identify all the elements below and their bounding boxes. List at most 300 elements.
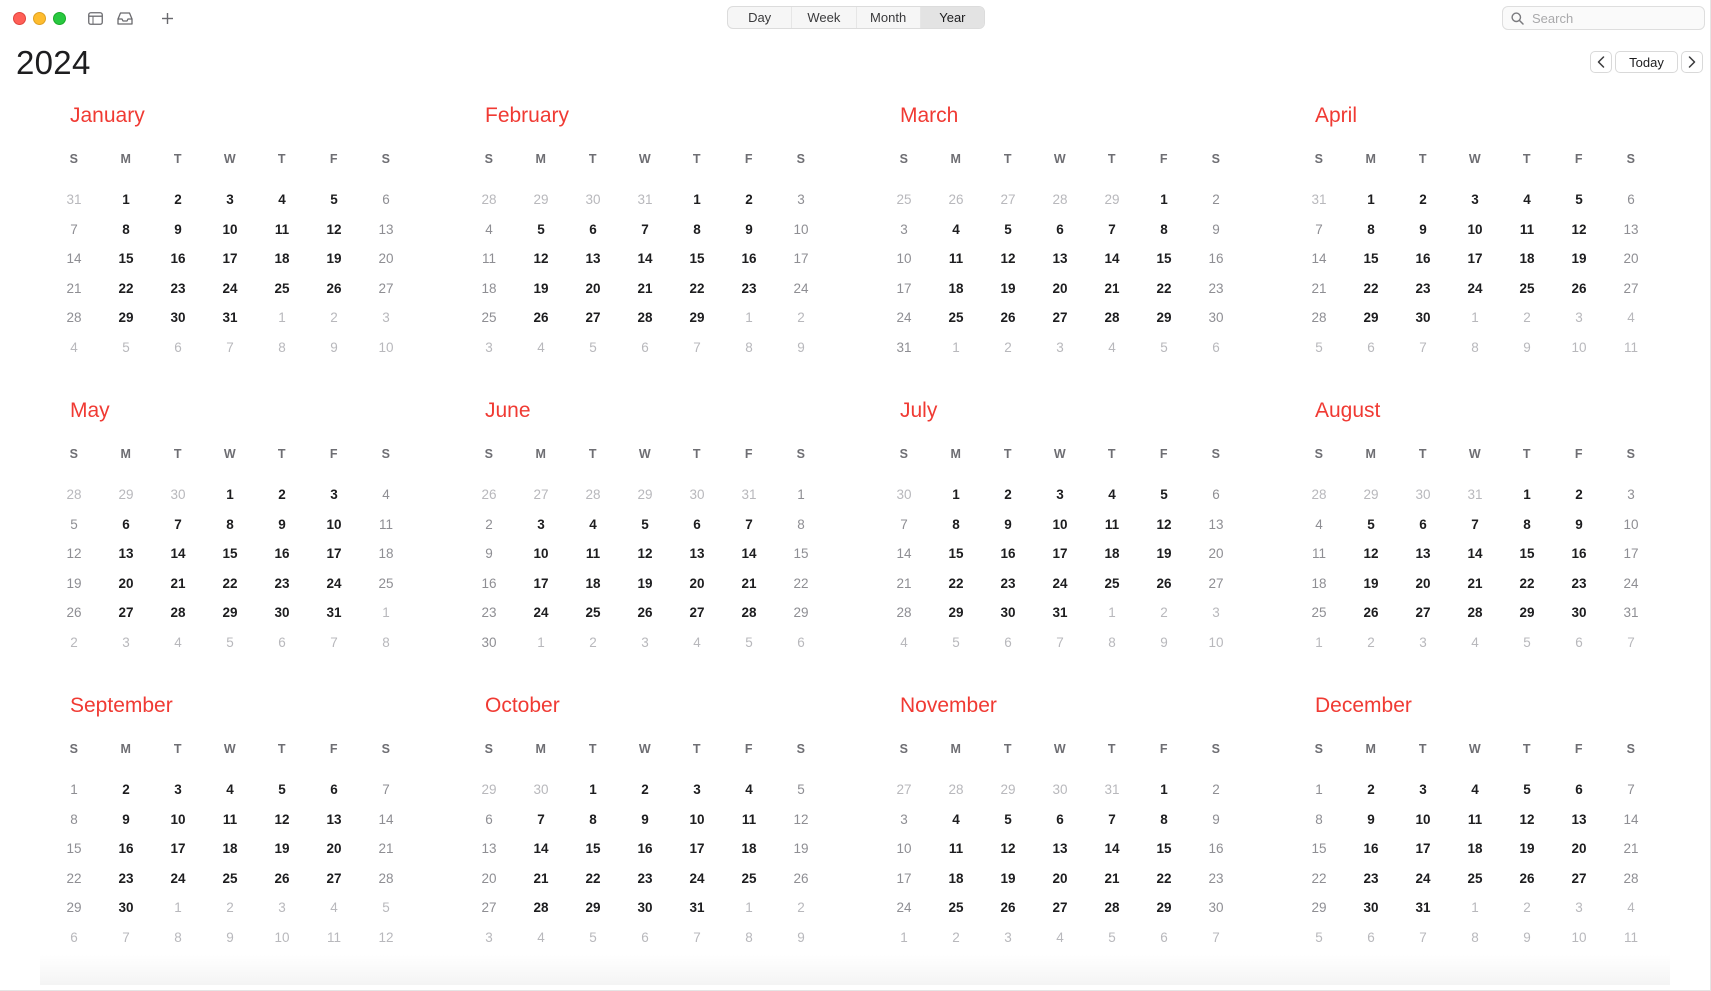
day-cell[interactable]: 21	[1623, 841, 1639, 856]
day-cell[interactable]: 28	[896, 605, 912, 620]
day-cell[interactable]: 1	[797, 487, 805, 502]
day-cell[interactable]: 24	[222, 280, 238, 296]
adjacent-month-day[interactable]: 5	[1160, 339, 1168, 355]
adjacent-month-day[interactable]: 12	[378, 929, 394, 945]
day-cell[interactable]: 2	[278, 487, 286, 502]
day-cell[interactable]: 1	[226, 487, 234, 502]
day-cell[interactable]: 2	[1575, 487, 1583, 502]
day-cell[interactable]: 3	[330, 487, 338, 502]
day-cell[interactable]: 6	[1056, 811, 1064, 827]
day-cell[interactable]: 16	[1208, 251, 1224, 266]
adjacent-month-day[interactable]: 4	[693, 634, 701, 650]
day-cell[interactable]: 14	[637, 251, 653, 266]
day-cell[interactable]: 1	[693, 192, 701, 207]
day-cell[interactable]: 5	[330, 192, 338, 207]
adjacent-month-day[interactable]: 3	[485, 339, 493, 355]
day-cell[interactable]: 13	[481, 841, 497, 856]
day-cell[interactable]: 10	[326, 516, 342, 532]
day-cell[interactable]: 4	[226, 782, 234, 797]
day-cell[interactable]: 10	[1415, 811, 1431, 827]
day-cell[interactable]: 23	[741, 280, 757, 296]
day-cell[interactable]: 28	[1467, 605, 1483, 620]
day-cell[interactable]: 24	[170, 870, 186, 886]
day-cell[interactable]: 15	[66, 841, 82, 856]
adjacent-month-day[interactable]: 4	[1108, 339, 1116, 355]
adjacent-month-day[interactable]: 7	[1419, 929, 1427, 945]
day-cell[interactable]: 6	[1212, 487, 1220, 502]
day-cell[interactable]: 22	[1156, 870, 1172, 886]
day-cell[interactable]: 13	[1571, 811, 1587, 827]
month-july[interactable]	[878, 395, 1242, 677]
adjacent-month-day[interactable]: 7	[1212, 929, 1220, 945]
adjacent-month-day[interactable]: 3	[1575, 900, 1583, 915]
adjacent-month-day[interactable]: 30	[585, 192, 601, 207]
day-cell[interactable]: 11	[1104, 516, 1120, 532]
today-button[interactable]: Today	[1615, 51, 1678, 73]
minimize-button[interactable]	[33, 12, 46, 25]
day-cell[interactable]: 3	[174, 782, 182, 797]
day-cell[interactable]: 21	[170, 575, 186, 591]
day-cell[interactable]: 7	[382, 782, 390, 797]
day-cell[interactable]: 30	[1000, 605, 1016, 620]
adjacent-month-day[interactable]: 5	[1315, 339, 1323, 355]
day-cell[interactable]: 8	[1160, 221, 1168, 237]
month-name[interactable]: August	[1315, 399, 1381, 422]
day-cell[interactable]: 7	[641, 221, 649, 237]
day-cell[interactable]: 15	[222, 546, 238, 561]
day-cell[interactable]: 25	[1104, 575, 1120, 591]
day-cell[interactable]: 21	[378, 841, 394, 856]
adjacent-month-day[interactable]: 4	[537, 339, 545, 355]
day-cell[interactable]: 27	[118, 605, 134, 620]
adjacent-month-day[interactable]: 28	[948, 782, 964, 797]
day-cell[interactable]: 4	[589, 516, 597, 532]
day-cell[interactable]: 17	[1467, 251, 1483, 266]
adjacent-month-day[interactable]: 7	[1627, 634, 1635, 650]
day-cell[interactable]: 20	[1052, 280, 1068, 296]
day-cell[interactable]: 1	[952, 487, 960, 502]
adjacent-month-day[interactable]: 8	[174, 929, 182, 945]
day-cell[interactable]: 20	[585, 280, 601, 296]
adjacent-month-day[interactable]: 4	[1471, 634, 1479, 650]
day-cell[interactable]: 3	[1471, 192, 1479, 207]
day-cell[interactable]: 12	[1000, 841, 1016, 856]
adjacent-month-day[interactable]: 4	[330, 900, 338, 915]
day-cell[interactable]: 16	[1415, 251, 1431, 266]
day-cell[interactable]: 3	[900, 221, 908, 237]
adjacent-month-day[interactable]: 2	[1523, 310, 1531, 325]
day-cell[interactable]: 24	[1623, 575, 1639, 591]
day-cell[interactable]: 11	[948, 841, 964, 856]
day-cell[interactable]: 9	[1419, 221, 1427, 237]
day-cell[interactable]: 8	[1523, 516, 1531, 532]
adjacent-month-day[interactable]: 5	[1108, 929, 1116, 945]
day-cell[interactable]: 3	[693, 782, 701, 797]
day-cell[interactable]: 11	[1519, 221, 1535, 237]
month-name[interactable]: June	[485, 399, 531, 422]
day-cell[interactable]: 6	[1575, 782, 1583, 797]
day-cell[interactable]: 3	[900, 811, 908, 827]
day-cell[interactable]: 18	[585, 575, 601, 591]
day-cell[interactable]: 28	[66, 310, 82, 325]
day-cell[interactable]: 12	[1571, 221, 1587, 237]
adjacent-month-day[interactable]: 7	[122, 929, 130, 945]
day-cell[interactable]: 15	[1519, 546, 1535, 561]
day-cell[interactable]: 19	[1000, 870, 1016, 886]
day-cell[interactable]: 19	[326, 251, 342, 266]
adjacent-month-day[interactable]: 1	[382, 605, 390, 620]
adjacent-month-day[interactable]: 29	[1104, 192, 1120, 207]
day-cell[interactable]: 5	[797, 782, 805, 797]
day-cell[interactable]: 1	[1523, 487, 1531, 502]
day-cell[interactable]: 11	[948, 251, 964, 266]
day-cell[interactable]: 20	[326, 841, 342, 856]
day-cell[interactable]: 29	[1311, 900, 1327, 915]
day-cell[interactable]: 20	[1208, 546, 1224, 561]
day-cell[interactable]: 16	[170, 251, 186, 266]
day-cell[interactable]: 22	[1519, 575, 1535, 591]
day-cell[interactable]: 12	[637, 546, 653, 561]
adjacent-month-day[interactable]: 4	[537, 929, 545, 945]
day-cell[interactable]: 28	[170, 605, 186, 620]
day-cell[interactable]: 27	[1415, 605, 1431, 620]
month-december[interactable]	[1293, 690, 1657, 972]
day-cell[interactable]: 17	[689, 841, 705, 856]
day-cell[interactable]: 14	[1311, 251, 1327, 266]
adjacent-month-day[interactable]: 6	[1004, 634, 1012, 650]
adjacent-month-day[interactable]: 8	[745, 339, 753, 355]
day-cell[interactable]: 28	[1311, 310, 1327, 325]
month-april[interactable]	[1293, 100, 1657, 382]
day-cell[interactable]: 27	[1623, 280, 1639, 296]
day-cell[interactable]: 5	[70, 516, 78, 532]
day-cell[interactable]: 20	[1571, 841, 1587, 856]
day-cell[interactable]: 5	[1367, 516, 1375, 532]
day-cell[interactable]: 2	[745, 192, 753, 207]
day-cell[interactable]: 17	[222, 251, 238, 266]
day-cell[interactable]: 3	[537, 516, 545, 532]
day-cell[interactable]: 24	[533, 605, 549, 620]
day-cell[interactable]: 18	[1467, 841, 1483, 856]
day-cell[interactable]: 31	[1052, 605, 1068, 620]
day-cell[interactable]: 25	[585, 605, 601, 620]
adjacent-month-day[interactable]: 6	[797, 634, 805, 650]
day-cell[interactable]: 4	[382, 487, 390, 502]
day-cell[interactable]: 19	[1571, 251, 1587, 266]
adjacent-month-day[interactable]: 2	[797, 900, 805, 915]
day-cell[interactable]: 16	[274, 546, 290, 561]
day-cell[interactable]: 18	[948, 280, 964, 296]
day-cell[interactable]: 20	[1623, 251, 1639, 266]
adjacent-month-day[interactable]: 31	[741, 487, 757, 502]
adjacent-month-day[interactable]: 10	[1571, 339, 1587, 355]
adjacent-month-day[interactable]: 5	[589, 339, 597, 355]
day-cell[interactable]: 17	[1623, 546, 1639, 561]
day-cell[interactable]: 6	[693, 516, 701, 532]
day-cell[interactable]: 7	[1315, 221, 1323, 237]
day-cell[interactable]: 18	[274, 251, 290, 266]
day-cell[interactable]: 8	[1160, 811, 1168, 827]
day-cell[interactable]: 16	[1571, 546, 1587, 561]
day-cell[interactable]: 23	[1571, 575, 1587, 591]
day-cell[interactable]: 23	[1208, 280, 1224, 296]
adjacent-month-day[interactable]: 5	[226, 634, 234, 650]
day-cell[interactable]: 26	[533, 310, 549, 325]
day-cell[interactable]: 21	[896, 575, 912, 591]
day-cell[interactable]: 8	[70, 811, 78, 827]
day-cell[interactable]: 17	[170, 841, 186, 856]
day-cell[interactable]: 19	[1519, 841, 1535, 856]
day-cell[interactable]: 19	[1156, 546, 1172, 561]
day-cell[interactable]: 4	[1523, 192, 1531, 207]
day-cell[interactable]: 16	[1363, 841, 1379, 856]
adjacent-month-day[interactable]: 30	[533, 782, 549, 797]
day-cell[interactable]: 22	[222, 575, 238, 591]
adjacent-month-day[interactable]: 7	[693, 929, 701, 945]
adjacent-month-day[interactable]: 11	[326, 929, 341, 945]
day-cell[interactable]: 4	[952, 811, 960, 827]
day-cell[interactable]: 19	[66, 575, 82, 591]
adjacent-month-day[interactable]: 8	[382, 634, 390, 650]
day-cell[interactable]: 6	[1056, 221, 1064, 237]
day-cell[interactable]: 7	[1627, 782, 1635, 797]
adjacent-month-day[interactable]: 7	[330, 634, 338, 650]
day-cell[interactable]: 25	[1311, 605, 1327, 620]
tab-month[interactable]: Month	[857, 7, 921, 28]
day-cell[interactable]: 8	[952, 516, 960, 532]
adjacent-month-day[interactable]: 1	[1108, 605, 1116, 620]
previous-year-button[interactable]	[1590, 51, 1612, 73]
day-cell[interactable]: 27	[585, 310, 601, 325]
tab-week[interactable]: Week	[792, 7, 856, 28]
adjacent-month-day[interactable]: 2	[797, 310, 805, 325]
day-cell[interactable]: 5	[278, 782, 286, 797]
day-cell[interactable]: 30	[170, 310, 186, 325]
day-cell[interactable]: 2	[1212, 192, 1220, 207]
day-cell[interactable]: 30	[1363, 900, 1379, 915]
day-cell[interactable]: 30	[1208, 900, 1224, 915]
day-cell[interactable]: 17	[1415, 841, 1431, 856]
day-cell[interactable]: 13	[689, 546, 705, 561]
day-cell[interactable]: 14	[896, 546, 912, 561]
day-cell[interactable]: 17	[793, 251, 809, 266]
day-cell[interactable]: 31	[689, 900, 705, 915]
day-cell[interactable]: 12	[1519, 811, 1535, 827]
day-cell[interactable]: 17	[896, 870, 912, 886]
adjacent-month-day[interactable]: 29	[1363, 487, 1379, 502]
day-cell[interactable]: 20	[378, 251, 394, 266]
adjacent-month-day[interactable]: 5	[122, 339, 130, 355]
month-name[interactable]: September	[70, 694, 173, 717]
adjacent-month-day[interactable]: 2	[226, 900, 234, 915]
day-cell[interactable]: 30	[274, 605, 290, 620]
day-cell[interactable]: 20	[481, 870, 497, 886]
adjacent-month-day[interactable]: 9	[1523, 339, 1531, 355]
day-cell[interactable]: 9	[1575, 516, 1583, 532]
day-cell[interactable]: 29	[1156, 310, 1172, 325]
day-cell[interactable]: 30	[1415, 310, 1431, 325]
day-cell[interactable]: 15	[1156, 251, 1172, 266]
day-cell[interactable]: 22	[1156, 280, 1172, 296]
adjacent-month-day[interactable]: 9	[797, 339, 805, 355]
adjacent-month-day[interactable]: 30	[1052, 782, 1068, 797]
adjacent-month-day[interactable]: 1	[745, 900, 753, 915]
adjacent-month-day[interactable]: 31	[1467, 487, 1483, 502]
day-cell[interactable]: 25	[948, 310, 964, 325]
adjacent-month-day[interactable]: 2	[330, 310, 338, 325]
day-cell[interactable]: 3	[226, 192, 234, 207]
adjacent-month-day[interactable]: 28	[1311, 487, 1327, 502]
day-cell[interactable]: 2	[1212, 782, 1220, 797]
day-cell[interactable]: 10	[896, 841, 912, 856]
adjacent-month-day[interactable]: 3	[1575, 310, 1583, 325]
day-cell[interactable]: 15	[948, 546, 964, 561]
day-cell[interactable]: 8	[693, 221, 701, 237]
search-field[interactable]	[1502, 6, 1705, 30]
day-cell[interactable]: 21	[66, 280, 82, 296]
adjacent-month-day[interactable]: 30	[170, 487, 186, 502]
month-june[interactable]	[463, 395, 827, 677]
day-cell[interactable]: 20	[118, 575, 134, 591]
day-cell[interactable]: 26	[1363, 605, 1379, 620]
adjacent-month-day[interactable]: 7	[1419, 339, 1427, 355]
day-cell[interactable]: 29	[118, 310, 134, 325]
day-cell[interactable]: 4	[278, 192, 286, 207]
adjacent-month-day[interactable]: 3	[1004, 929, 1012, 945]
day-cell[interactable]: 13	[118, 546, 134, 561]
day-cell[interactable]: 30	[637, 900, 653, 915]
day-cell[interactable]: 15	[585, 841, 601, 856]
adjacent-month-day[interactable]: 2	[1160, 605, 1168, 620]
day-cell[interactable]: 9	[122, 811, 130, 827]
day-cell[interactable]: 17	[896, 280, 912, 296]
adjacent-month-day[interactable]: 6	[641, 929, 649, 945]
day-cell[interactable]: 13	[1415, 546, 1431, 561]
adjacent-month-day[interactable]: 31	[1311, 192, 1327, 207]
day-cell[interactable]: 26	[1519, 870, 1535, 886]
day-cell[interactable]: 13	[378, 221, 394, 237]
adjacent-month-day[interactable]: 4	[1627, 310, 1635, 325]
day-cell[interactable]: 29	[1156, 900, 1172, 915]
day-cell[interactable]: 10	[533, 546, 549, 561]
adjacent-month-day[interactable]: 29	[637, 487, 653, 502]
adjacent-month-day[interactable]: 6	[641, 339, 649, 355]
adjacent-month-day[interactable]: 3	[278, 900, 286, 915]
day-cell[interactable]: 15	[689, 251, 705, 266]
day-cell[interactable]: 14	[1467, 546, 1483, 561]
day-cell[interactable]: 9	[745, 221, 753, 237]
adjacent-month-day[interactable]: 10	[274, 929, 290, 945]
adjacent-month-day[interactable]: 4	[1627, 900, 1635, 915]
day-cell[interactable]: 3	[1627, 487, 1635, 502]
day-cell[interactable]: 27	[481, 900, 497, 915]
adjacent-month-day[interactable]: 6	[1575, 634, 1583, 650]
adjacent-month-day[interactable]: 29	[118, 487, 134, 502]
day-cell[interactable]: 23	[1208, 870, 1224, 886]
day-cell[interactable]: 24	[1052, 575, 1068, 591]
day-cell[interactable]: 14	[1104, 251, 1120, 266]
day-cell[interactable]: 8	[1367, 221, 1375, 237]
day-cell[interactable]: 19	[1363, 575, 1379, 591]
day-cell[interactable]: 27	[689, 605, 705, 620]
day-cell[interactable]: 16	[1000, 546, 1016, 561]
adjacent-month-day[interactable]: 7	[226, 339, 234, 355]
day-cell[interactable]: 11	[481, 251, 496, 266]
day-cell[interactable]: 8	[589, 811, 597, 827]
day-cell[interactable]: 12	[793, 811, 809, 827]
day-cell[interactable]: 22	[948, 575, 964, 591]
adjacent-month-day[interactable]: 7	[693, 339, 701, 355]
day-cell[interactable]: 3	[797, 192, 805, 207]
adjacent-month-day[interactable]: 10	[1571, 929, 1587, 945]
day-cell[interactable]: 7	[1108, 221, 1116, 237]
day-cell[interactable]: 3	[1419, 782, 1427, 797]
day-cell[interactable]: 29	[689, 310, 705, 325]
day-cell[interactable]: 30	[1571, 605, 1587, 620]
month-name[interactable]: December	[1315, 694, 1412, 717]
day-cell[interactable]: 21	[1311, 280, 1327, 296]
day-cell[interactable]: 10	[222, 221, 238, 237]
day-cell[interactable]: 28	[741, 605, 757, 620]
day-cell[interactable]: 5	[1004, 811, 1012, 827]
day-cell[interactable]: 31	[326, 605, 342, 620]
day-cell[interactable]: 29	[222, 605, 238, 620]
day-cell[interactable]: 7	[745, 516, 753, 532]
day-cell[interactable]: 27	[378, 280, 394, 296]
adjacent-month-day[interactable]: 4	[174, 634, 182, 650]
day-cell[interactable]: 18	[1104, 546, 1120, 561]
adjacent-month-day[interactable]: 27	[533, 487, 549, 502]
close-button[interactable]	[13, 12, 26, 25]
month-october[interactable]	[463, 690, 827, 972]
adjacent-month-day[interactable]: 4	[900, 634, 908, 650]
day-cell[interactable]: 13	[326, 811, 342, 827]
day-cell[interactable]: 16	[741, 251, 757, 266]
adjacent-month-day[interactable]: 1	[900, 929, 908, 945]
day-cell[interactable]: 31	[222, 310, 238, 325]
adjacent-month-day[interactable]: 28	[1052, 192, 1068, 207]
day-cell[interactable]: 12	[326, 221, 342, 237]
adjacent-month-day[interactable]: 6	[1367, 339, 1375, 355]
inbox-icon[interactable]	[115, 9, 135, 27]
day-cell[interactable]: 12	[274, 811, 290, 827]
day-cell[interactable]: 21	[1467, 575, 1483, 591]
adjacent-month-day[interactable]: 8	[1471, 339, 1479, 355]
day-cell[interactable]: 26	[1571, 280, 1587, 296]
adjacent-month-day[interactable]: 29	[481, 782, 497, 797]
month-february[interactable]	[463, 100, 827, 382]
day-cell[interactable]: 14	[741, 546, 757, 561]
adjacent-month-day[interactable]: 6	[1367, 929, 1375, 945]
day-cell[interactable]: 7	[1471, 516, 1479, 532]
day-cell[interactable]: 2	[174, 192, 182, 207]
day-cell[interactable]: 29	[1363, 310, 1379, 325]
day-cell[interactable]: 29	[948, 605, 964, 620]
day-cell[interactable]: 2	[1004, 487, 1012, 502]
adjacent-month-day[interactable]: 3	[485, 929, 493, 945]
adjacent-month-day[interactable]: 10	[378, 339, 394, 355]
day-cell[interactable]: 7	[70, 221, 78, 237]
adjacent-month-day[interactable]: 6	[1160, 929, 1168, 945]
day-cell[interactable]: 25	[481, 310, 497, 325]
adjacent-month-day[interactable]: 8	[278, 339, 286, 355]
day-cell[interactable]: 13	[1208, 516, 1224, 532]
day-cell[interactable]: 11	[741, 811, 757, 827]
day-cell[interactable]: 6	[382, 192, 390, 207]
day-cell[interactable]: 23	[637, 870, 653, 886]
day-cell[interactable]: 31	[896, 339, 912, 355]
month-september[interactable]	[48, 690, 412, 972]
